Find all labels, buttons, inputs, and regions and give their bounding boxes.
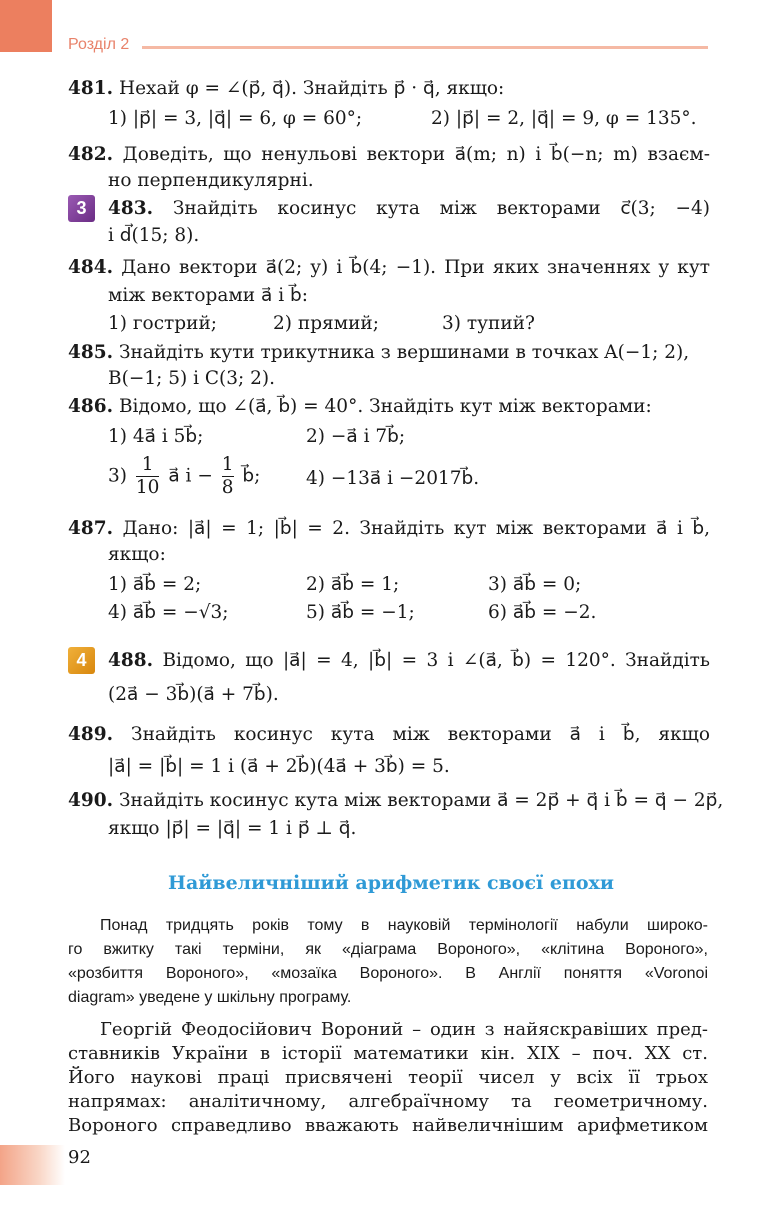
page-number: 92 [68,1147,91,1168]
option-3-middle: a⃗ і − [168,465,213,487]
exercise-text-cont: між векторами a⃗ і b⃗: [108,285,308,306]
exercise-text-cont: (2a⃗ − 3b⃗)(a⃗ + 7b⃗). [108,684,279,705]
fraction-1-8 [222,454,234,499]
exercise-number: 486. [68,396,114,417]
option-1: 1) 4a⃗ і 5b⃗; [108,426,204,447]
option-3: 3) тупий? [442,313,535,334]
exercise-number: 484. [68,257,114,278]
exercise-number: 488. [108,650,154,671]
exercise-number: 489. [68,724,114,745]
exercise-number: 487. [68,518,114,539]
exercise-text: Відомо, що |a⃗| = 4, |b⃗| = 3 і ∠(a⃗, b⃗) = 120°. Знайдіть [162,650,710,671]
exercise-text: Нехай φ = ∠(p⃗, q⃗). Знайдіть p⃗ · q⃗, якщо: [118,78,505,99]
exercise-text-cont: якщо |p⃗| = |q⃗| = 1 і p⃗ ⊥ q⃗. [108,818,357,839]
option-3 [108,454,260,499]
exercise-text: Відомо, що ∠(a⃗, b⃗) = 40°. Знайдіть кут між векторами: [118,396,652,417]
exercise-text: Знайдіть косинус кута між векторами a⃗ = 2p⃗ + q⃗ і b⃗ = q⃗ − 2p⃗, [118,790,724,811]
exercise-number: 483. [108,198,154,219]
corner-decoration-top [0,0,52,52]
option-3: 3) a⃗b⃗ = 0; [488,574,582,595]
option-1: 1) гострий; [108,313,218,334]
exercise-text: Знайдіть кути трикутника з вершинами в точках A(−1; 2), [118,342,690,363]
header-rule [142,46,708,49]
option-2: 2) прямий; [273,313,379,334]
bio-line: Вороного справедливо вважають найвеличнішим арифметиком [68,1115,708,1136]
option-4: 4) a⃗b⃗ = −√3; [108,602,229,623]
denominator: 10 [135,477,160,498]
exercise-text-cont: і d⃗(15; 8). [108,225,200,246]
denominator: 8 [221,477,234,498]
exercise-number: 481. [68,78,114,99]
exercise-text-cont: |a⃗| = |b⃗| = 1 і (a⃗ + 2b⃗)(4a⃗ + 3b⃗) = 5. [108,756,450,777]
intro-line: го вжитку такі терміни, як «діаграма Вороного», «клітина Вороного», [68,941,708,958]
numerator: 1 [141,454,154,475]
option-1: 1) |p⃗| = 3, |q⃗| = 6, φ = 60°; [108,108,363,129]
option-1: 1) a⃗b⃗ = 2; [108,574,202,595]
option-2: 2) a⃗b⃗ = 1; [306,574,400,595]
exercise-text: Дано: |a⃗| = 1; |b⃗| = 2. Знайдіть кут між векторами a⃗ і b⃗, [122,518,710,539]
exercise-text: Доведіть, що ненульові вектори a⃗(m; n) і b⃗(−n; m) взаєм- [122,144,710,165]
intro-line: «розбиття Вороного», «мозаїка Вороного». В Англії поняття «Voronoi [68,965,708,982]
section-label: Розділ 2 [68,36,130,53]
exercise-text-cont: но перпендикулярні. [108,170,314,191]
article-title: Найвеличніший арифметик своєї епохи [168,872,614,894]
intro-line: Понад тридцять років тому в науковій термінології набули широко- [100,917,708,934]
level-3-icon: 3 [68,195,95,222]
bio-line: Георгій Феодосійович Вороний – один з найяскравіших пред- [100,1019,708,1040]
bio-line: ставників України в історії математики кін. XIX – поч. XX ст. [68,1043,708,1064]
bio-line: напрямах: аналітичному, алгебраїчному та геометричному. [68,1091,708,1112]
option-6: 6) a⃗b⃗ = −2. [488,602,597,623]
option-3-suffix: b⃗; [242,465,261,487]
level-4-icon: 4 [68,647,95,674]
exercise-number: 482. [68,144,114,165]
exercise-text: Знайдіть косинус кута між векторами c⃗(3; −4) [172,198,710,219]
exercise-text-cont: B(−1; 5) і C(3; 2). [108,368,275,389]
option-5: 5) a⃗b⃗ = −1; [306,602,415,623]
intro-line: diagram» уведене у шкільну програму. [68,989,352,1006]
exercise-text-cont: якщо: [108,544,166,565]
exercise-number: 485. [68,342,114,363]
option-2: 2) |p⃗| = 2, |q⃗| = 9, φ = 135°. [431,108,697,129]
numerator: 1 [221,454,234,475]
corner-decoration-bottom [0,1145,65,1185]
exercise-text: Знайдіть косинус кута між векторами a⃗ і b⃗, якщо [131,724,710,745]
exercise-text: Дано вектори a⃗(2; y) і b⃗(4; −1). При яких значеннях y кут [121,257,710,278]
option-2: 2) −a⃗ і 7b⃗; [306,426,406,447]
option-3-prefix: 3) [108,465,127,487]
option-4: 4) −13a⃗ і −2017b⃗. [306,468,480,489]
bio-line: Його наукові праці присвячені теорії чисел у всіх її трьох [68,1067,708,1088]
exercise-number: 490. [68,790,114,811]
fraction-1-10 [136,454,160,499]
